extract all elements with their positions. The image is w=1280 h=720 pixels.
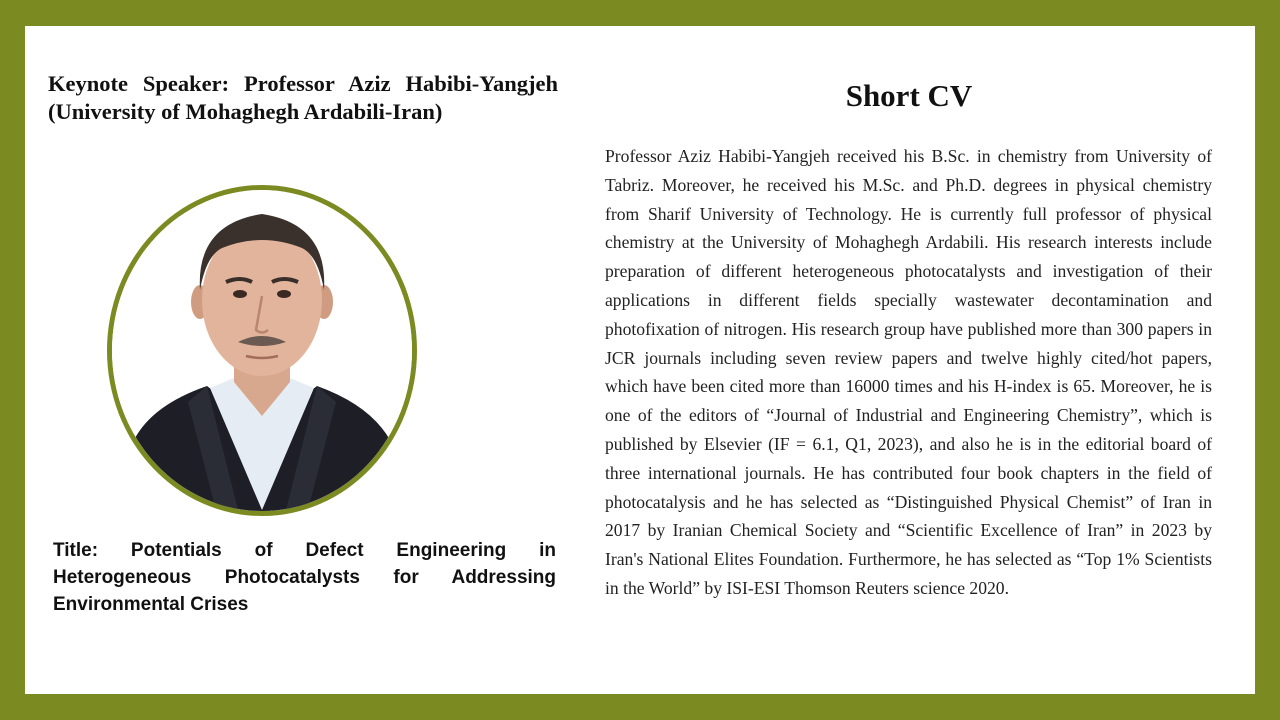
speaker-name-line: Keynote Speaker: Professor Aziz Habibi-Yangjeh bbox=[48, 71, 558, 96]
cv-heading: Short CV bbox=[845, 78, 973, 113]
speaker-heading bbox=[48, 70, 558, 126]
talk-title: Title: Potentials of Defect Engineering in Heterogeneous Photocatalysts for Addressing Environmental Crises bbox=[53, 540, 556, 615]
slide-card bbox=[25, 26, 1255, 694]
portrait-illustration bbox=[112, 190, 412, 511]
cv-biography: Professor Aziz Habibi-Yangjeh received his B.Sc. in chemistry from University of Tabriz. Moreover, he received his M.Sc. and Ph.D. degrees in physical chemistry from Sharif University of Technology. He is currently full professor of physical chemistry at the University of Mohaghegh Ardabili. His research interests include preparation of different heterogeneous photocatalysts and investigation of their applications in different fields specially wastewater decontamination and photofixation of nitrogen. His research group have published more than 300 papers in JCR journals including seven review papers and twelve highly cited/hot papers, which have been cited more than 16000 times and his H-index is 65. Moreover, he is one of the editors of “Journal of Industrial and Engineering Chemistry”, which is published by Elsevier (IF = 6.1, Q1, 2023), and also he is in the editorial board of three international journals. He has contributed four book chapters in the field of photocatalysis and he has selected as “Distinguished Physical Chemist” of Iran in 2017 by Iranian Chemical Society and “Scientific Excellence of Iran” in 2023 by Iran's National Elites Foundation. Furthermore, he has selected as “Top 1% Scientists in the World” by ISI-ESI Thomson Reuters science 2020. bbox=[605, 146, 1212, 598]
speaker-portrait bbox=[107, 185, 417, 516]
speaker-affiliation-line: (University of Mohaghegh Ardabili-Iran) bbox=[48, 99, 443, 124]
